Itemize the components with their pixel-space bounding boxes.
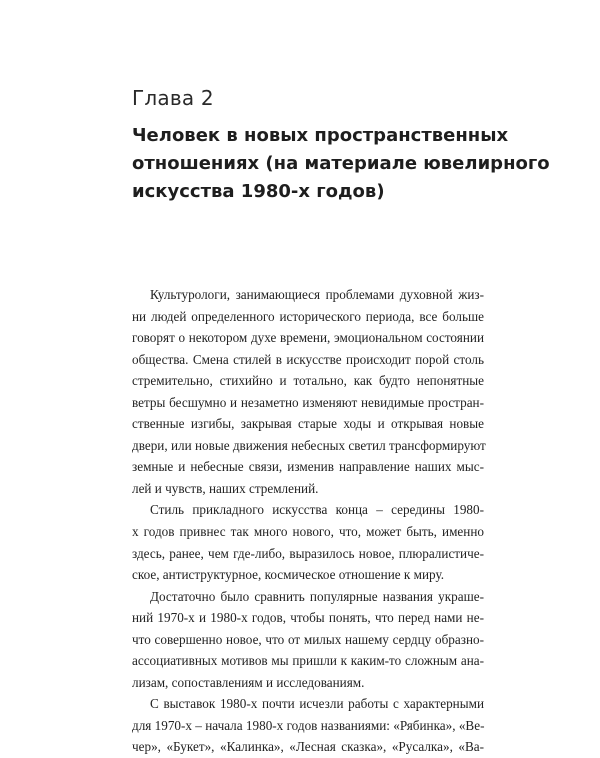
text-line: Достаточно было сравнить популярные названия украше- (150, 588, 484, 604)
text-line: ветры бесшумно и незаметно изменяют невидимые простран- (132, 394, 484, 410)
text-line: Стиль прикладного искусства конца – середины 1980- (150, 502, 484, 518)
text-line: С выставок 1980-х почти исчезли работы с характерными (150, 696, 484, 712)
text-line: ское, антиструктурное, космическое отношение к миру. (132, 567, 445, 583)
text-line: ний 1970-х и 1980-х годов, чтобы понять, что перед нами не- (132, 610, 484, 626)
chapter-title-line: Человек в новых пространственных (132, 125, 509, 146)
text-line: земные и небесные связи, изменив направление наших мыс- (132, 459, 484, 475)
chapter-title-line: искусства 1980-х годов) (132, 181, 385, 202)
text-line: общества. Смена стилей в искусстве происходит порой столь (132, 351, 484, 367)
text-line: Культурологи, занимающиеся проблемами духовной жиз- (150, 287, 484, 302)
text-line: лизам, сопоставлениям и исследованиям. (132, 674, 365, 690)
text-line: лей и чувств, наших стремлений. (132, 480, 319, 496)
text-line: стремительно, стихийно и тотально, как будто непонятные (132, 373, 484, 389)
text-line: двери, или новые движения небесных светил трансформируют (132, 437, 486, 453)
paragraph (132, 284, 484, 499)
chapter-title-line: отношениях (на материале ювелирного (132, 153, 550, 174)
text-line: х годов привнес так много нового, что, может быть, именно (132, 524, 484, 540)
text-line: для 1970-х – начала 1980-х годов названиями: «Рябинка», «Ве- (132, 717, 485, 733)
paragraph (132, 586, 484, 694)
text-line: ассоциативных мотивов мы пришли к каким-то сложным ана- (132, 653, 484, 669)
chapter-label: Глава 2 (132, 86, 214, 110)
body-text (132, 284, 484, 758)
text-line: ственные изгибы, закрывая старые ходы и открывая новые (132, 416, 484, 432)
paragraph (132, 693, 484, 758)
text-line: говорят о некотором духе времени, эмоциональном состоянии (132, 330, 484, 346)
paragraph (132, 499, 484, 585)
text-line: что совершенно новое, что от милых нашему сердцу образно- (132, 631, 484, 647)
text-line: чер», «Букет», «Калинка», «Лесная сказка», «Русалка», «Ва- (132, 739, 484, 755)
chapter-title (132, 122, 550, 206)
text-line: здесь, ранее, чем где-либо, выразилось новое, плюралистиче- (132, 545, 484, 561)
text-line: ни людей определенного исторического периода, все больше (132, 308, 484, 324)
